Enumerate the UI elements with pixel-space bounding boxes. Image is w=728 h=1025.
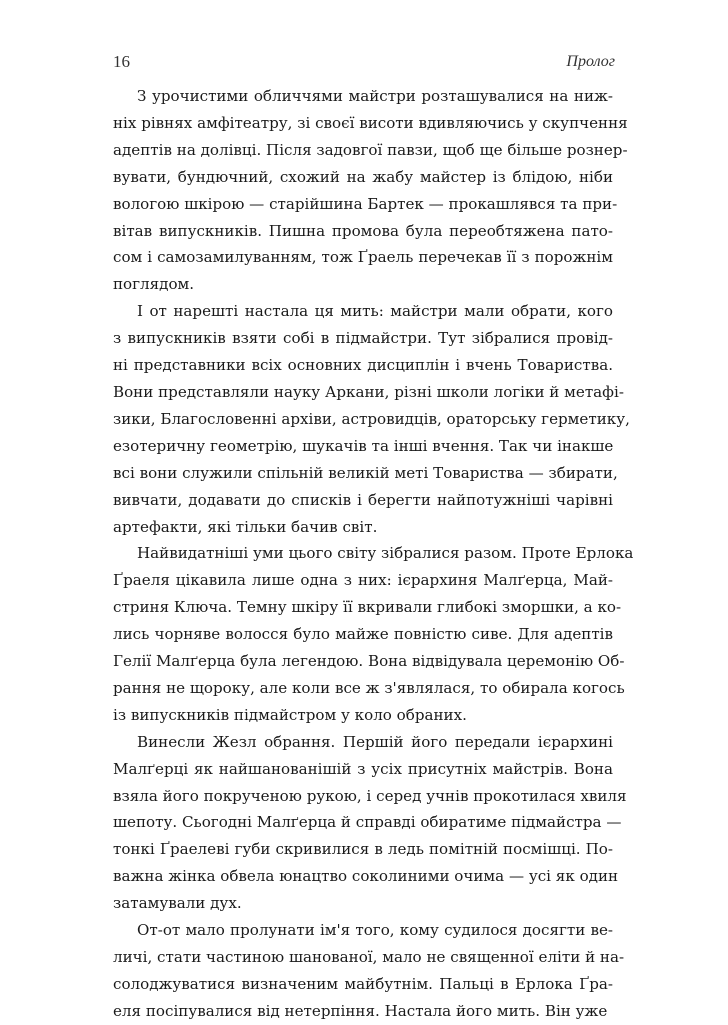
running-head: Пролог [566,53,615,70]
text-line: вивчати, додавати до списків і берегти найпотужніші чарівні [113,490,613,509]
paragraph [113,298,630,540]
text-line: І от нарешті настала ця мить: майстри мали обрати, кого [137,302,613,321]
text-line: личі, стати частиною шанованої, мало не священної еліти й на- [113,948,625,966]
text-line: з випускників взяти собі в підмайстри. Тут зібралися провід- [113,329,613,348]
paragraph [113,540,634,728]
text-line: От-от мало пролунати ім'я того, кому судилося досягти ве- [137,921,613,940]
text-line: езотеричну геометрію, шукачів та інші вчення. Так чи інакше [113,436,614,455]
text-line: вітав випускників. Пишна промова була переобтяжена пато- [113,221,613,240]
text-line: адептів на долівці. Після задовгої павзи, щоб ще більше рознер- [113,140,628,159]
text-line: Ґраеля цікавила лише одна з них: ієрархиня Малґерца, Май- [113,571,613,590]
text-line: Малґерці як найшанованішій з усіх присутніх майстрів. Вона [113,759,613,778]
text-line: ні представники всіх основних дисциплін і вчень Товариства. [113,356,613,375]
text-line: поглядом. [113,275,195,294]
text-line: лись чорняве волосся було майже повністю сиве. Для адептів [113,625,613,644]
paragraph [113,83,628,298]
text-line: вологою шкірою — старійшина Бартек — прокашлявся та при- [113,194,618,213]
text-line: ніх рівнях амфітеатру, зі своєї висоти вдивляючись у скупчення [113,113,628,132]
text-line: зики, Благословенні архіви, астровидців, ораторську герметику, [113,409,630,428]
text-line: артефакти, які тільки бачив світ. [113,517,378,536]
text-line: Найвидатніші уми цього світу зібралися разом. Проте Ерлока [137,544,634,563]
body-text [113,83,634,1025]
text-line: тонкі Ґраелеві губи скривилися в ледь помітній посмішці. По- [113,840,613,859]
text-line: всі вони служили спільній великій меті Товариства — збирати, [113,463,618,482]
text-line: З урочистими обличчями майстри розташувалися на ниж- [137,87,613,105]
text-line: Гелії Малґерца була легендою. Вона відвідувала церемонію Об- [113,652,625,671]
text-line: Вони представляли науку Аркани, різні школи логіки й метафі- [113,382,624,401]
text-line: рання не щороку, але коли все ж з'являлася, то обирала когось [113,678,625,697]
page-header [113,50,615,74]
paragraph [113,729,627,917]
paragraph [113,917,625,1025]
text-line: еля посіпувалися від нетерпіння. Настала його мить. Він уже [113,1001,608,1020]
text-line: Винесли Жезл обрання. Першій його передали ієрархині [137,732,613,751]
text-line: із випускників підмайстром у коло обраних. [113,705,467,724]
text-line: шепоту. Сьогодні Малґерца й справді обиратиме підмайстра — [113,813,622,832]
text-line: солоджуватися визначеним майбутнім. Пальці в Ерлока Ґра- [113,974,613,993]
page-number: 16 [113,52,130,71]
text-line: затамували дух. [113,894,242,913]
text-line: важна жінка обвела юнацтво соколиними очима — усі як один [113,867,619,886]
text-line: сом і самозамилуванням, тож Ґраель перечекав її з порожнім [113,248,613,267]
text-line: стриня Ключа. Темну шкіру її вкривали глибокі зморшки, а ко- [113,598,622,617]
text-line: вувати, бундючний, схожий на жабу майстер із блідою, ніби [113,167,613,186]
text-line: взяла його покрученою рукою, і серед учнів прокотилася хвиля [113,786,627,805]
